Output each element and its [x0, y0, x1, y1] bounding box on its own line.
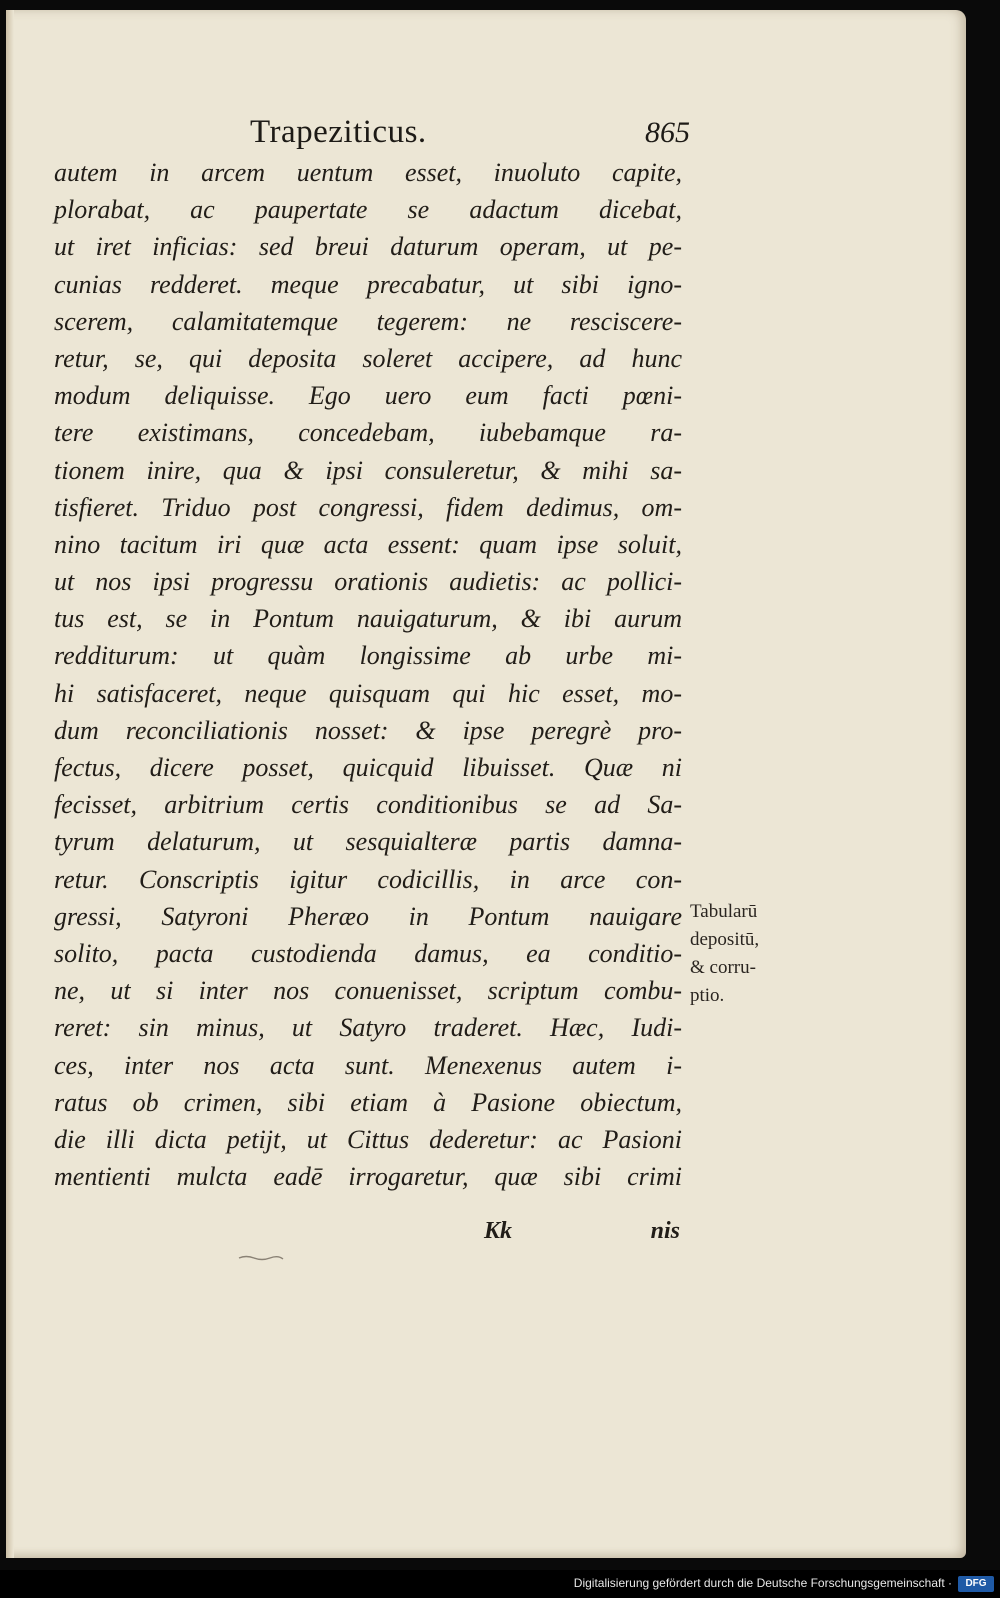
text-line: retur, se, qui deposita soleret accipere, ad hunc [54, 343, 682, 373]
body-text [54, 154, 682, 1195]
text-line: tere existimans, concedebam, iubebamque ra- [54, 418, 682, 448]
text-line: ratus ob crimen, sibi etiam à Pasione obiectum, [54, 1087, 682, 1117]
funding-credit: Digitalisierung gefördert durch die Deutsche Forschungsgemeinschaft · [573, 1576, 952, 1590]
footer-bar [0, 1570, 1000, 1598]
text-line: tyrum delaturum, ut sesquialteræ partis damna- [54, 827, 682, 857]
marginal-note-line: Tabularū [690, 901, 758, 922]
marginal-note-line: ptio. [690, 985, 725, 1006]
marginal-note [690, 898, 802, 1010]
signature-mark: Kk [484, 1218, 513, 1244]
text-line: hi satisfaceret, neque quisquam qui hic esset, mo- [54, 678, 682, 708]
text-line: tionem inire, qua & ipsi consuleretur, & mihi sa- [54, 455, 682, 485]
running-head [250, 114, 690, 154]
text-line: modum deliquisse. Ego uero eum facti pœni- [54, 381, 682, 411]
ink-smudge [238, 1254, 284, 1262]
text-line: mentienti mulcta eadē irrogaretur, quæ sibi crimi [54, 1162, 682, 1192]
text-line: autem in arcem uentum esset, inuoluto capite, [54, 158, 682, 187]
text-line: fectus, dicere posset, quicquid libuisset. Quæ ni [54, 753, 682, 782]
text-line: solito, pacta custodienda damus, ea conditio- [54, 938, 682, 968]
text-line: die illi dicta petijt, ut Cittus dederetur: ac Pasioni [54, 1124, 682, 1154]
running-title: Trapeziticus. [250, 114, 427, 150]
text-line: tisfieret. Triduo post congressi, fidem dedimus, om- [54, 492, 682, 522]
catchword-row [54, 1218, 682, 1252]
text-line: retur. Conscriptis igitur codicillis, in arce con- [54, 864, 682, 894]
text-line: ut iret inficias: sed breui daturum operam, ut pe- [54, 232, 682, 262]
text-line: tus est, se in Pontum nauigaturum, & ibi aurum [54, 604, 682, 634]
marginal-note-line: depositū, [690, 929, 760, 950]
text-line: ces, inter nos acta sunt. Menexenus autem i- [54, 1050, 682, 1080]
marginal-note-line: & corru- [690, 957, 756, 978]
text-line: cunias redderet. meque precabatur, ut sibi igno- [54, 269, 682, 299]
text-line: dum reconciliationis nosset: & ipse peregrè pro- [54, 715, 682, 745]
catchword: nis [650, 1218, 680, 1244]
text-line: ne, ut si inter nos conuenisset, scriptum combu- [54, 976, 682, 1006]
text-line: scerem, calamitatemque tegerem: ne resciscere- [54, 306, 682, 336]
text-line: plorabat, ac paupertate se adactum dicebat, [54, 195, 682, 225]
text-line: reret: sin minus, ut Satyro traderet. Hæc, Iudi- [54, 1013, 682, 1043]
text-line: redditurum: ut quàm longissime ab urbe mi- [54, 641, 682, 671]
text-line: gressi, Satyroni Pheræo in Pontum nauigare [54, 901, 682, 931]
text-line: fecisset, arbitrium certis conditionibus se ad Sa- [54, 790, 682, 820]
book-page [6, 10, 966, 1558]
text-line: nino tacitum iri quæ acta essent: quam ipse soluit, [54, 529, 682, 559]
dfg-logo: DFG [958, 1576, 994, 1592]
page-number: 865 [645, 116, 690, 149]
text-line: ut nos ipsi progressu orationis audietis: ac pollici- [54, 567, 682, 597]
